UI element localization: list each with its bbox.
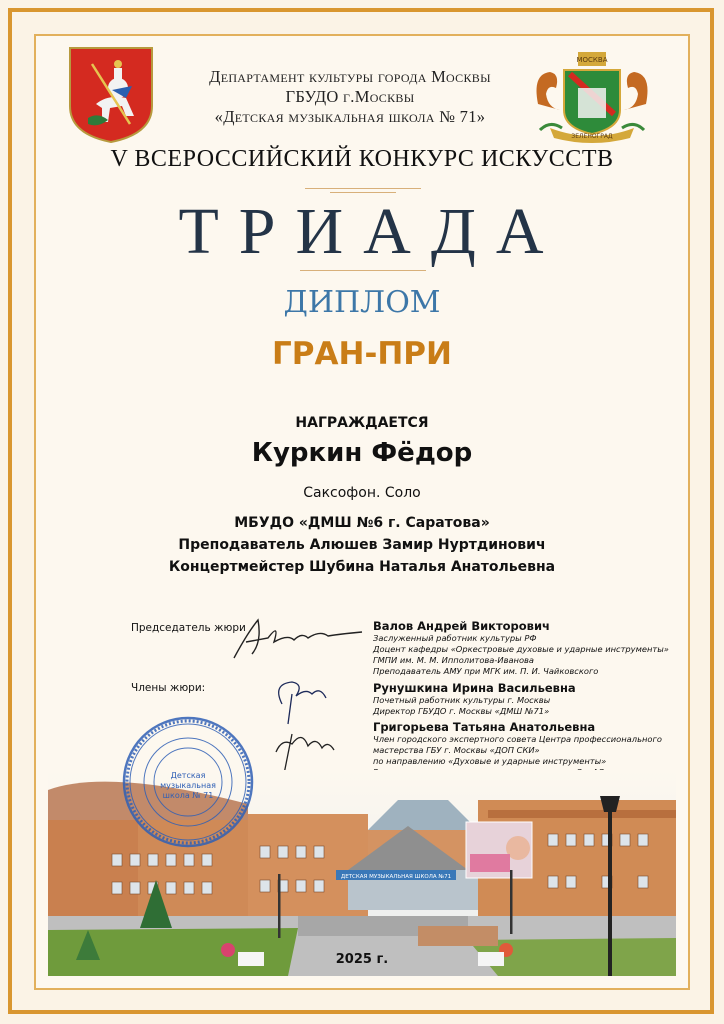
jury-member-2-line: Член городского экспертного совета Центра профессионального xyxy=(373,734,662,744)
triada-bottom-rule xyxy=(300,270,426,271)
emblem-label-top: МОСКВА xyxy=(576,56,608,64)
contest-title: V ВСЕРОССИЙСКИЙ КОНКУРС ИСКУССТВ xyxy=(110,146,614,172)
jury-chair-line: Заслуженный работник культуры РФ xyxy=(373,633,537,643)
org-line-2: ГБУДО г.Москвы xyxy=(285,87,415,106)
org-line-3: «Детская музыкальная школа № 71» xyxy=(214,107,486,126)
recipient-name: Куркин Фёдор xyxy=(251,438,473,468)
stamp-line-3: школа № 71 xyxy=(162,791,214,800)
chair-signature-icon xyxy=(228,612,368,664)
school-stamp-icon xyxy=(118,712,258,852)
members-signatures-icon xyxy=(262,674,342,784)
jury-chair-name: Валов Андрей Викторович xyxy=(373,619,550,633)
jury-member-1 xyxy=(373,681,673,717)
jury-member-2-line: по направлению «Духовые и ударные инструменты» xyxy=(373,756,607,766)
org-line-1: Департамент культуры города Москвы xyxy=(209,67,491,86)
institution: МБУДО «ДМШ №6 г. Саратова» xyxy=(234,515,490,531)
organization-header xyxy=(160,67,540,127)
jury-member-2-name: Григорьева Татьяна Анатольевна xyxy=(373,720,596,734)
jury-chair-label: Председатель жюри xyxy=(131,622,246,634)
triada-top-rule xyxy=(305,188,421,189)
zelenograd-emblem-icon xyxy=(530,44,654,144)
jury-member-1-line: Почетный работник культуры г. Москвы xyxy=(373,695,551,705)
stamp-line-2: музыкальная xyxy=(160,781,216,790)
nomination: Саксофон. Соло xyxy=(303,485,421,501)
jury-member-2-line: мастерства ГБУ г. Москвы «ДОП СКИ» xyxy=(373,745,540,755)
award-title: ГРАН-ПРИ xyxy=(272,336,452,372)
jury-member-1-name: Рунушкина Ирина Васильевна xyxy=(373,681,576,695)
jury-member-1-line: Директор ГБУДО г. Москвы «ДМШ №71» xyxy=(373,706,550,716)
jury-chair-line: Доцент кафедры «Оркестровые духовые и ударные инструменты» xyxy=(373,644,669,654)
emblem-label-bottom: ЗЕЛЕНОГРАД xyxy=(571,133,613,140)
contest-name: ТРИАДА xyxy=(178,195,564,268)
stamp-line-1: Детская xyxy=(170,771,206,780)
diploma-title: ДИПЛОМ xyxy=(283,285,441,320)
building-sign-text: ДЕТСКАЯ МУЗЫКАЛЬНАЯ ШКОЛА №71 xyxy=(340,874,452,880)
jury-chair xyxy=(373,619,673,677)
accompanist: Концертмейстер Шубина Наталья Анатольевна xyxy=(168,559,556,575)
moscow-coat-of-arms-icon xyxy=(68,46,154,144)
jury-members-label: Члены жюри: xyxy=(131,682,206,694)
triada-top-rule-2 xyxy=(330,192,396,193)
year: 2025 г. xyxy=(335,952,389,967)
jury-chair-line: Преподаватель АМУ при МГК им. П. И. Чайковского xyxy=(373,666,599,676)
awarded-label: НАГРАЖДАЕТСЯ xyxy=(295,415,429,431)
teacher: Преподаватель Алюшев Замир Нуртдинович xyxy=(178,537,546,553)
jury-chair-line: ГМПИ им. М. М. Ипполитова-Иванова xyxy=(373,655,535,665)
